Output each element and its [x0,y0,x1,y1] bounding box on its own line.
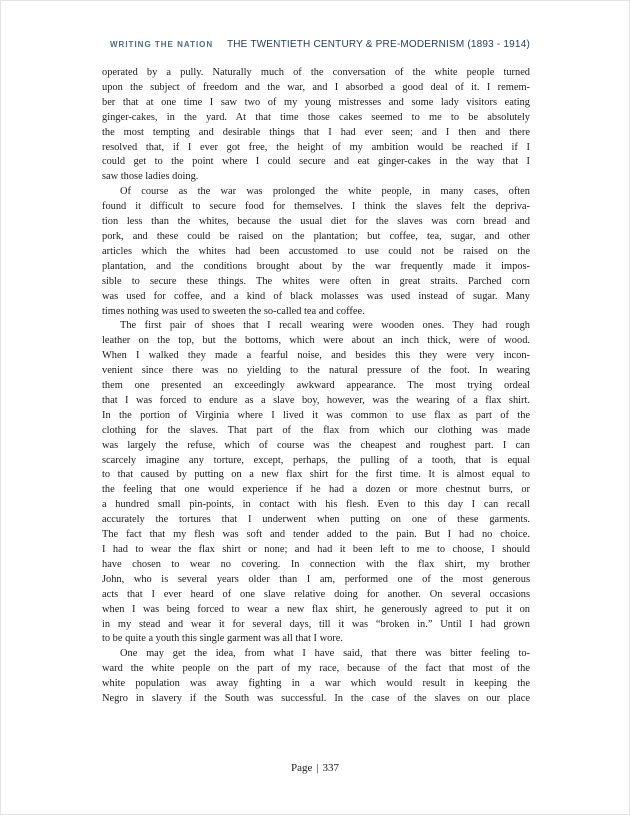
text-line: tion less than the whites, because the usual diet for the slaves was corn bread and [102,216,530,228]
text-line: scarcely imagine any torture, except, perhaps, the pulling of a tooth, that is equal [102,454,530,466]
text-line: plantation, and the conditions brought about by the war frequently made it impos- [102,260,530,272]
text-line: to that caused by putting on a new flax shirt for the first time. It is almost equal to [102,469,530,481]
text-line: clothing for the slaves. That part of the flax from which our clothing was made [102,424,530,436]
text-line: acts that I ever heard of one slave relative doing for another. On several occasions [102,588,530,600]
text-line: In the portion of Virginia where I lived it was common to use flax as part of the [102,409,530,421]
text-line: in my stead and wear it for several days, till it was “broken in.” Until I had grown [102,618,530,630]
text-line: white population was away fighting in a war which would result in keeping the [102,678,530,690]
text-line: pork, and these could be raised on the plantation; but coffee, tea, sugar, and other [102,230,530,242]
text-line: found it difficult to secure food for themselves. I think the slaves felt the depriva- [102,201,530,213]
text-line: leather on the top, but the bottoms, which were about an inch thick, were of wood. [102,335,530,347]
text-line: that I was forced to endure as a slave boy, however, was the wearing of a flax shirt. [102,394,530,406]
text-line: the most tempting and desirable things that I had ever seen; and I then and there [102,126,530,138]
footer-page-label: Page [290,762,313,774]
text-line: a hundred small pin-points, in contact with his flesh. Even to this day I can recall [102,499,530,511]
text-line: resolved that, if I ever got free, the height of my ambition would be reached if I [102,141,530,153]
text-line: sible to secure these things. The whites were often in great straits. Parched corn [102,275,530,287]
text-line: ward the white people on the part of my race, because of the fact that most of the [102,663,530,675]
text-line: venient since there was no yielding to the natural pressure of the foot. In wearing [102,365,530,377]
text-line: have chosen to wear no covering. In connection with the flax shirt, my brother [102,558,530,570]
text-line: the feeling that one would experience if he had a dozen or more chestnut burrs, or [102,484,530,496]
text-line: upon the subject of freedom and the war, and I absorbed a good deal of it. I remem- [102,81,530,93]
text-line: ber that at one time I saw two of my young mistresses and some lady visitors eating [102,96,530,108]
header-course-label: WRITING THE NATION [110,40,214,49]
text-line: The first pair of shoes that I recall wearing were wooden ones. They had rough [120,320,530,332]
footer-page-number: 337 [322,762,340,774]
header-chapter-title: THE TWENTIETH CENTURY & PRE-MODERNISM (1893 - 1914) [226,39,530,50]
page-content [102,39,530,707]
text-line: operated by a pully. Naturally much of the conversation of the white people turned [102,67,530,78]
text-line: Negro in slavery if the South was successful. In the case of the slaves on our place [102,693,530,705]
text-line: When I walked they made a fearful noise, and besides this they were very incon- [102,350,530,362]
text-line: when I was being forced to wear a new flax shirt, he generously agreed to put it on [102,603,530,615]
text-line: articles which the whites had been accustomed to use could not be raised on the [102,245,530,257]
page-footer [1,762,629,774]
text-line: times nothing was used to sweeten the so-called tea and coffee. [102,305,365,317]
text-line: could get to the point where I could secure and eat ginger-cakes in the way that I [102,156,530,168]
text-line: The fact that my flesh was soft and tender added to the pain. But I had no choice. [102,529,530,541]
text-line: Of course as the war was prolonged the white people, in many cases, often [120,186,530,198]
page-body [102,66,530,707]
text-line: was used for coffee, and a kind of black molasses was used instead of sugar. Many [102,290,530,302]
text-line: ginger-cakes, in the yard. At that time those cakes seemed to me to be absolutely [102,111,530,123]
footer-separator: | [316,762,319,774]
text-line: John, who is several years older than I am, performed one of the most generous [102,573,530,585]
text-line: I had to wear the flax shirt or none; and had it been left to me to choose, I should [102,544,530,555]
text-line: saw those ladies doing. [102,171,199,183]
text-line: accurately the tortures that I underwent when putting on one of these garments. [102,514,530,526]
text-line: was largely the refuse, which of course was the cheapest and roughest part. I can [102,439,530,451]
text-line: to be quite a youth this single garment was all that I wore. [102,633,343,645]
page-header [102,39,530,50]
text-line: One may get the idea, from what I have said, that there was bitter feeling to- [120,648,530,660]
text-line: them one presented an exceedingly awkward appearance. The most trying ordeal [102,380,530,392]
